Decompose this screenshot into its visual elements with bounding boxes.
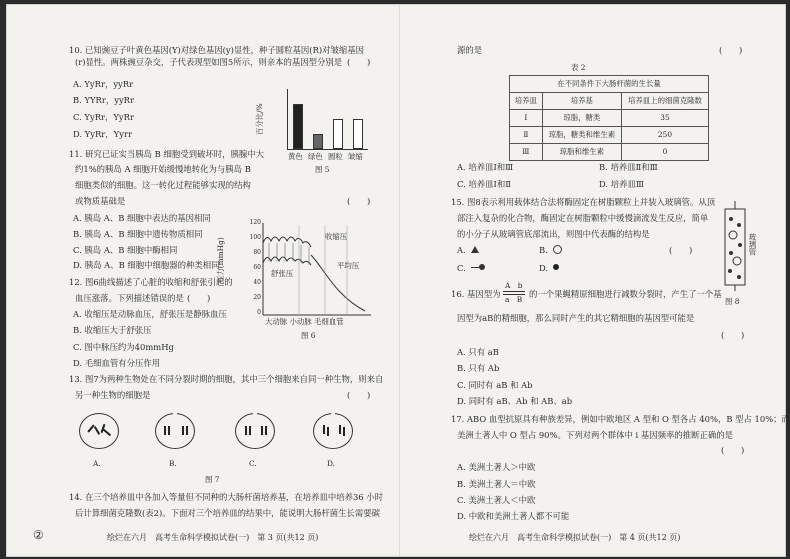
- q10-option-b: B. YYRr，yyRr: [73, 95, 134, 105]
- q11-answer-paren[interactable]: ( ): [347, 196, 371, 206]
- fig5-bar: [353, 119, 363, 149]
- q17-option-a: A. 美洲土著人＞中欧: [457, 462, 536, 472]
- q12-answer-paren[interactable]: ( ): [187, 293, 211, 303]
- q14-line-2: 后计算细菌克隆数(表2)。下面对三个培养皿的结果中，能说明大肠杆菌生长需要碳: [75, 508, 380, 518]
- q16-answer-paren[interactable]: ( ): [721, 330, 745, 340]
- fig5-ylabel: 百分比/%: [255, 103, 264, 135]
- triangle-icon: [471, 246, 479, 253]
- fig6-pulse-hatching: [269, 243, 309, 265]
- fig6-y-tick-label: 20: [253, 294, 261, 301]
- table2-header: 培养基: [542, 93, 621, 110]
- table-cell: Ⅲ: [510, 144, 543, 161]
- q11-line-3: 细胞类似的细胞。这一转化过程能够实现的结构: [75, 180, 251, 190]
- table2-title: 表 2: [571, 63, 586, 72]
- table2-header: 培养皿上的细菌克隆数: [621, 93, 708, 110]
- q11-option-a: A. 胰岛 A、B 细胞中表达的基因相同: [73, 213, 211, 223]
- table-cell: 35: [621, 110, 708, 127]
- q13-answer-paren[interactable]: ( ): [347, 390, 371, 400]
- q14-option-a: A. 培养皿Ⅰ和Ⅲ: [457, 162, 514, 172]
- q16-option-b: B. 只有 Ab: [457, 363, 500, 373]
- page-4: [399, 5, 790, 556]
- q10-answer-paren[interactable]: ( ): [347, 57, 371, 67]
- fig6-y-tick-label: 100: [249, 234, 261, 241]
- q16-option-d: D. 同时有 aB、Ab 和 AB、ab: [457, 396, 573, 406]
- table-cell: 250: [621, 127, 708, 144]
- fig7-label: 图 7: [205, 475, 220, 484]
- fig7-cell-a: [79, 413, 119, 449]
- fig5-category-label: 圆粒: [328, 152, 343, 161]
- table-row: [510, 127, 709, 144]
- q15-answer-paren[interactable]: ( ): [669, 245, 693, 255]
- q16-line-2: 因型为aB的精细胞，那么同时产生的其它精细胞的基因型可能是: [457, 313, 695, 323]
- q16-line-1b: 的一个果蝇精原细胞进行减数分裂时，产生了一个基: [529, 289, 722, 299]
- q14-option-d: D. 培养皿Ⅲ: [599, 179, 644, 189]
- filled-circle-icon: [553, 264, 559, 270]
- page-3: [7, 5, 399, 556]
- q15-option-c: C.: [457, 263, 466, 273]
- fig5-label: 图 5: [315, 165, 330, 174]
- page-number-circle: ②: [33, 528, 44, 542]
- q17-line-2: 美洲土著人中 O 型占 90%。下列对两个群体中 i 基因频率的推断正确的是: [457, 430, 733, 440]
- q17-line-1: 17. ABO 血型抗原具有种族差异，例如中欧地区 A 型和 O 型各占 40%，B 型占 10%；而: [451, 414, 790, 424]
- page-4-footer: 绘烂在六月 高考生命科学模拟试卷(一) 第 4 页(共12 页): [469, 533, 681, 542]
- page-3-footer: 绘烂在六月 高考生命科学模拟试卷(一) 第 3 页(共12 页): [107, 533, 319, 542]
- q13-line-1: 13. 图7为两种生物处在不同分裂时期的细胞，其中三个细胞来自同一种生物，则来自: [69, 374, 384, 384]
- table-cell: 琼脂，糖类和维生素: [542, 127, 621, 144]
- q15-line-1: 15. 图8表示利用载体结合法将酶固定在树脂颗粒上并装入玻璃管。从顶: [451, 197, 716, 207]
- fig5-bar: [333, 119, 343, 149]
- q11-line-4: 或物质基础是: [75, 196, 126, 206]
- q15-line-2: 部注入复杂的化合物，酶固定在树脂颗粒中缓慢滴流发生反应，简单: [457, 213, 709, 223]
- q11-option-b: B. 胰岛 A、B 细胞中遗传物质相同: [73, 229, 203, 239]
- q10-option-a: A. YyRr，yyRr: [73, 79, 134, 89]
- fig7-label-a: A.: [93, 459, 101, 468]
- fig5-bar: [293, 104, 303, 149]
- q11-line-1: 11. 研究已证实当胰岛 B 细胞受到破坏时，胰腺中大: [69, 149, 264, 159]
- circle-icon: [553, 245, 562, 254]
- q10-line-2: (r)显性。两株豌豆杂交，子代表现型如图5所示，则亲本的基因型分别是: [75, 57, 343, 67]
- q14-option-b: B. 培养皿Ⅱ和Ⅲ: [599, 162, 658, 172]
- fig7-cell-d: [313, 413, 353, 449]
- table2: [509, 75, 709, 161]
- q12-option-c: C. 图中脉压约为40mmHg: [73, 342, 174, 352]
- q17-option-c: C. 美洲土著人＜中欧: [457, 495, 536, 505]
- q16-option-a: A. 只有 aB: [457, 347, 499, 357]
- fig7-cell-b: [155, 413, 195, 449]
- q14-continuation: 源的是: [457, 45, 483, 55]
- q15-option-a: A.: [457, 245, 466, 255]
- fig6-label-mean: 平均压: [337, 261, 360, 270]
- q12-option-d: D. 毛细血管有分压作用: [73, 358, 161, 368]
- table-cell: 琼脂，糖类: [542, 110, 621, 127]
- q15-option-b: B.: [539, 245, 548, 255]
- q15-line-3: 的小分子从玻璃管底部流出，则图中代表酶的结构是: [457, 229, 650, 239]
- q14-option-c: C. 培养皿Ⅰ和Ⅱ: [457, 179, 511, 189]
- fig6-label: 图 6: [301, 331, 316, 340]
- fig5-category-label: 黄色: [288, 152, 303, 161]
- q17-option-b: B. 美洲土著人＝中欧: [457, 479, 536, 489]
- q16-line-1: 16. 基因型为: [451, 289, 501, 299]
- table2-header: 培养皿: [510, 93, 543, 110]
- q10-line-1: 10. 已知豌豆子叶黄色基因(Y)对绿色基因(y)显性，种子圆粒基因(R)对皱缩基因: [69, 45, 365, 55]
- table-row: [510, 110, 709, 127]
- fig6-y-tick-label: 60: [253, 264, 261, 271]
- chromosome-line-top: [503, 291, 525, 292]
- table-cell: 琼脂和维生素: [542, 144, 621, 161]
- q12-line-2: 血压涨落。下列描述错误的是: [75, 293, 184, 303]
- table2-header-row: [510, 93, 709, 110]
- fig7-label-b: B.: [169, 459, 177, 468]
- q10-option-c: C. YyRr，YyRr: [73, 112, 134, 122]
- table-cell: 0: [621, 144, 708, 161]
- q16-genotype-bottom: a B: [505, 295, 523, 304]
- q16-genotype-top: A b: [505, 281, 523, 290]
- fig5-category-label: 绿色: [308, 152, 323, 161]
- fig6-y-tick-label: 120: [249, 219, 261, 226]
- table-cell: Ⅱ: [510, 127, 543, 144]
- q11-option-c: C. 胰岛 A、B 细胞中酶相同: [73, 245, 178, 255]
- q14-line-1: 14. 在三个培养皿中各加入等量但不同种的大肠杆菌培养基，在培养皿中培养36 小时: [69, 492, 384, 502]
- fig6-diastolic-curve: [263, 257, 311, 265]
- fig6-label-systolic: 收缩压: [325, 232, 348, 241]
- fig5-category-label: 皱缩: [348, 152, 363, 161]
- q17-answer-paren[interactable]: ( ): [721, 445, 745, 455]
- fig5-category-labels: [287, 152, 367, 162]
- q15-option-d: D.: [539, 263, 549, 273]
- fig6-y-tick-labels: [243, 215, 261, 325]
- fig6-systolic-curve: [263, 237, 311, 247]
- fig6-xlabel: 大动脉 小动脉 毛细血管: [265, 317, 344, 326]
- q16-option-c: C. 同时有 aB 和 Ab: [457, 380, 533, 390]
- q12-line-1: 12. 图6曲线描述了心脏的收缩和舒张引起的: [69, 277, 233, 287]
- dot-icon: [479, 264, 485, 270]
- q17-option-d: D. 中欧和美洲土著人都不可能: [457, 511, 570, 521]
- fig8-label: 图 8: [725, 297, 740, 306]
- q13-line-2: 另一种生物的细胞是: [75, 390, 151, 400]
- q11-option-d: D. 胰岛 A、B 细胞中细胞器的种类相同: [73, 260, 220, 270]
- table-cell: Ⅰ: [510, 110, 543, 127]
- fig6-ylabel: 压力(mmHg): [216, 237, 225, 283]
- q10-option-d: D. YyRr，Yyrr: [73, 129, 132, 139]
- fig6-y-tick-label: 80: [253, 249, 261, 256]
- q14-answer-paren[interactable]: ( ): [719, 45, 743, 55]
- fig8-tube-label: 玻璃管: [747, 233, 757, 256]
- fig7-cell-c: [235, 413, 275, 449]
- table2-caption: 在不同条件下大肠杆菌的生长量: [510, 76, 709, 93]
- fig7-label-c: C.: [249, 459, 257, 468]
- q11-line-2: 约1%的胰岛 A 细胞开始缓慢地转化为与胰岛 B: [75, 164, 251, 174]
- q12-option-b: B. 收缩压大于舒张压: [73, 325, 152, 335]
- exam-spread: [6, 4, 790, 557]
- fig7-label-d: D.: [327, 459, 336, 468]
- fig6-y-tick-label: 0: [257, 309, 261, 316]
- table-row: [510, 144, 709, 161]
- fig5-bar-chart: [287, 89, 368, 150]
- fig5-bar: [313, 134, 323, 149]
- fig6-label-diastolic: 舒张压: [271, 269, 294, 278]
- fig6-y-tick-label: 40: [253, 279, 261, 286]
- q12-option-a: A. 收缩压是动脉血压，舒张压是静脉血压: [73, 309, 227, 319]
